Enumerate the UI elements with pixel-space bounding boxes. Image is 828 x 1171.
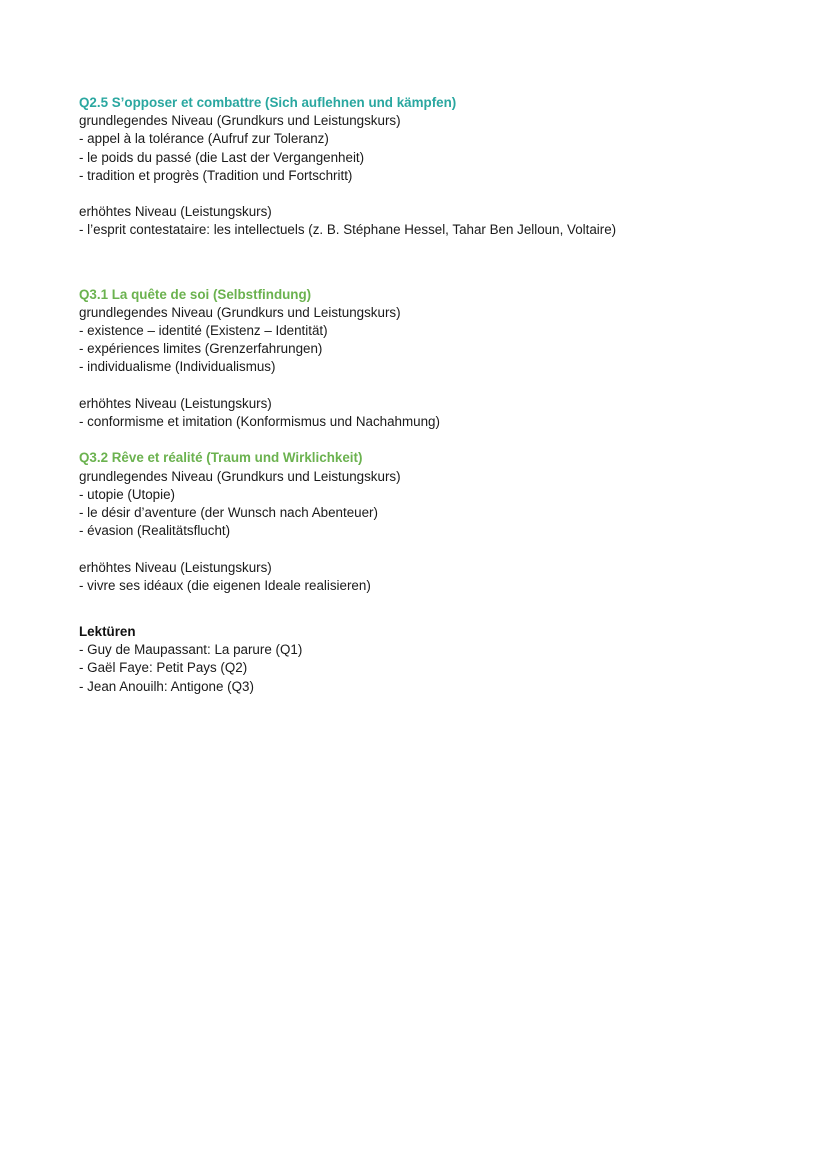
readings-section [79, 623, 779, 696]
list-item: - le poids du passé (die Last der Vergangenheit) [79, 149, 365, 165]
reading-item: - Jean Anouilh: Antigone (Q3) [79, 678, 254, 694]
section-title-q3-1: Q3.1 La quête de soi (Selbstfindung) [79, 286, 312, 302]
list-item: - conformisme et imitation (Konformismus und Nachahmung) [79, 414, 440, 430]
advanced-level-heading: erhöhtes Niveau (Leistungskurs) [79, 395, 272, 411]
section-q2-5 [79, 94, 779, 240]
section-title-q3-2: Q3.2 Rêve et réalité (Traum und Wirklichkeit) [79, 450, 363, 466]
list-item: - utopie (Utopie) [79, 486, 176, 502]
advanced-level-heading: erhöhtes Niveau (Leistungskurs) [79, 204, 272, 220]
list-item: - évasion (Realitätsflucht) [79, 523, 231, 539]
list-item: - l’esprit contestataire: les intellectuels (z. B. Stéphane Hessel, Tahar Ben Jelloun, Voltaire) [79, 222, 617, 238]
list-item: - le désir d’aventure (der Wunsch nach Abenteuer) [79, 505, 378, 521]
section-q3-2 [79, 449, 779, 595]
document-page [79, 94, 779, 696]
list-item: - individualisme (Individualismus) [79, 359, 276, 375]
list-item: - tradition et progrès (Tradition und Fortschritt) [79, 167, 353, 183]
section-q3-1 [79, 286, 779, 432]
section-title-q2-5: Q2.5 S’opposer et combattre (Sich auflehnen und kämpfen) [79, 95, 457, 110]
reading-item: - Gaël Faye: Petit Pays (Q2) [79, 660, 248, 676]
list-item: - vivre ses idéaux (die eigenen Ideale realisieren) [79, 577, 371, 593]
list-item: - existence – identité (Existenz – Identität) [79, 323, 328, 339]
readings-title: Lektüren [79, 624, 136, 640]
basic-level-heading: grundlegendes Niveau (Grundkurs und Leistungskurs) [79, 113, 401, 129]
list-item: - expériences limites (Grenzerfahrungen) [79, 341, 323, 357]
basic-level-heading: grundlegendes Niveau (Grundkurs und Leistungskurs) [79, 304, 401, 320]
advanced-level-heading: erhöhtes Niveau (Leistungskurs) [79, 559, 272, 575]
basic-level-heading: grundlegendes Niveau (Grundkurs und Leistungskurs) [79, 468, 401, 484]
list-item: - appel à la tolérance (Aufruf zur Toleranz) [79, 131, 329, 147]
reading-item: - Guy de Maupassant: La parure (Q1) [79, 642, 303, 658]
